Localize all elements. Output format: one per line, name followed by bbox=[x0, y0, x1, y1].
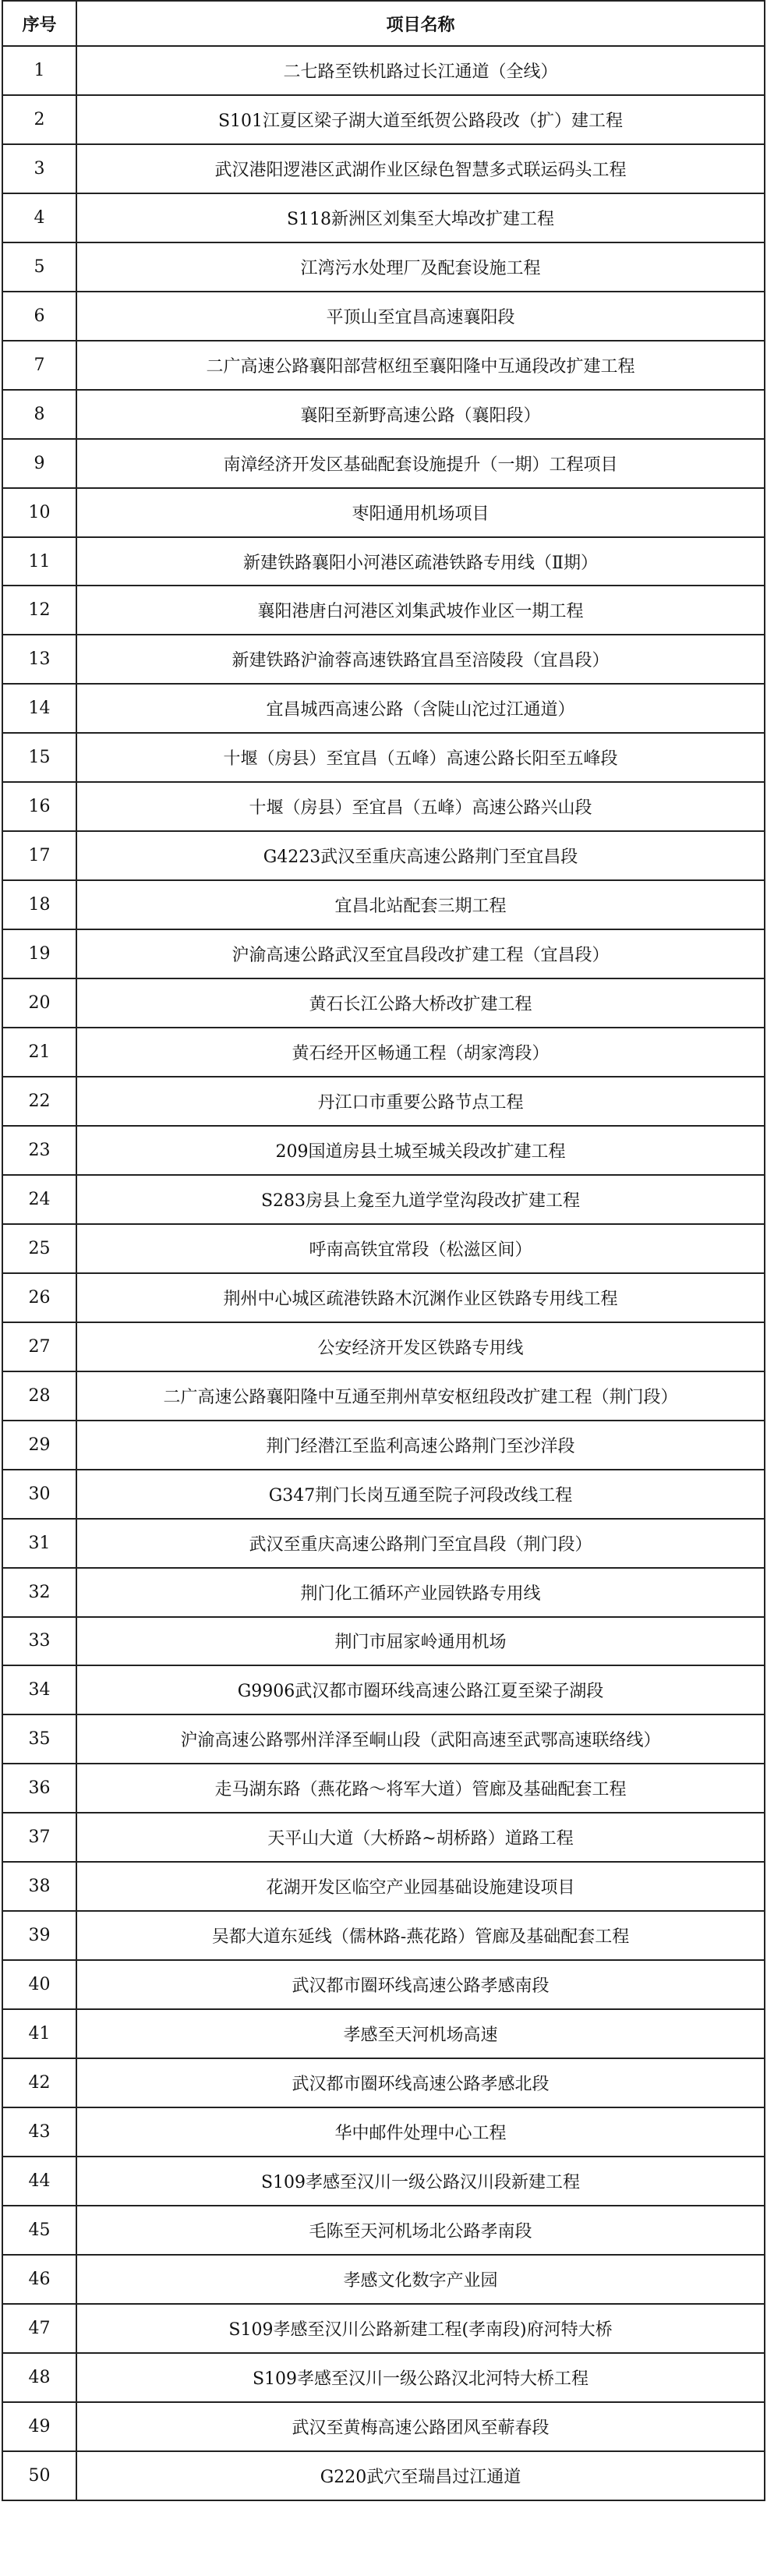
table-row bbox=[2, 2206, 765, 2255]
row-seq: 33 bbox=[2, 1617, 76, 1666]
row-project-name: 孝感至天河机场高速 bbox=[76, 2009, 765, 2058]
table-row bbox=[2, 1126, 765, 1175]
row-project-name: 二广高速公路襄阳隆中互通至荆州草安枢纽段改扩建工程（荆门段） bbox=[76, 1371, 765, 1421]
row-project-name: 荆门化工循环产业园铁路专用线 bbox=[76, 1568, 765, 1617]
table-row bbox=[2, 193, 765, 242]
table-row bbox=[2, 635, 765, 684]
row-project-name: 黄石经开区畅通工程（胡家湾段） bbox=[76, 1028, 765, 1077]
table-row bbox=[2, 341, 765, 390]
table-row bbox=[2, 2451, 765, 2500]
table-row bbox=[2, 978, 765, 1028]
row-project-name: 武汉港阳逻港区武湖作业区绿色智慧多式联运码头工程 bbox=[76, 144, 765, 193]
row-project-name: 花湖开发区临空产业园基础设施建设项目 bbox=[76, 1862, 765, 1911]
table-row bbox=[2, 1714, 765, 1764]
table-row bbox=[2, 1421, 765, 1470]
row-project-name: 新建铁路沪渝蓉高速铁路宜昌至涪陵段（宜昌段） bbox=[76, 635, 765, 684]
row-project-name: 209国道房县土城至城关段改扩建工程 bbox=[76, 1126, 765, 1175]
row-project-name: G220武穴至瑞昌过江通道 bbox=[76, 2451, 765, 2500]
table-row bbox=[2, 1960, 765, 2009]
row-seq: 45 bbox=[2, 2206, 76, 2255]
row-project-name: 武汉都市圈环线高速公路孝感北段 bbox=[76, 2058, 765, 2107]
table-row bbox=[2, 46, 765, 95]
row-project-name: 荆门经潜江至监利高速公路荆门至沙洋段 bbox=[76, 1421, 765, 1470]
row-seq: 40 bbox=[2, 1960, 76, 2009]
table-row bbox=[2, 880, 765, 929]
row-seq: 36 bbox=[2, 1764, 76, 1813]
row-seq: 20 bbox=[2, 978, 76, 1028]
table-row bbox=[2, 1077, 765, 1126]
row-project-name: 宜昌北站配套三期工程 bbox=[76, 880, 765, 929]
row-project-name: 孝感文化数字产业园 bbox=[76, 2255, 765, 2304]
table-row bbox=[2, 2353, 765, 2402]
row-project-name: 襄阳至新野高速公路（襄阳段） bbox=[76, 390, 765, 439]
table-row bbox=[2, 2107, 765, 2157]
table-row bbox=[2, 1224, 765, 1273]
row-project-name: 毛陈至天河机场北公路孝南段 bbox=[76, 2206, 765, 2255]
row-seq: 44 bbox=[2, 2157, 76, 2206]
row-seq: 22 bbox=[2, 1077, 76, 1126]
table-row bbox=[2, 929, 765, 978]
row-project-name: S101江夏区梁子湖大道至纸贺公路段改（扩）建工程 bbox=[76, 95, 765, 144]
row-project-name: 宜昌城西高速公路（含陡山沱过江通道） bbox=[76, 684, 765, 733]
table-row bbox=[2, 95, 765, 144]
row-project-name: S283房县上龛至九道学堂沟段改扩建工程 bbox=[76, 1175, 765, 1224]
table-body bbox=[2, 46, 765, 2500]
table-row bbox=[2, 1911, 765, 1960]
row-project-name: 丹江口市重要公路节点工程 bbox=[76, 1077, 765, 1126]
table-row bbox=[2, 2058, 765, 2107]
row-seq: 37 bbox=[2, 1813, 76, 1862]
row-seq: 15 bbox=[2, 733, 76, 782]
table-row bbox=[2, 782, 765, 831]
table-row bbox=[2, 144, 765, 193]
table-row bbox=[2, 2402, 765, 2451]
table-header-row bbox=[2, 1, 765, 46]
row-project-name: 荆门市屈家岭通用机场 bbox=[76, 1617, 765, 1666]
project-table bbox=[2, 0, 765, 2501]
row-seq: 43 bbox=[2, 2107, 76, 2157]
row-seq: 13 bbox=[2, 635, 76, 684]
row-project-name: S109孝感至汉川一级公路汉北河特大桥工程 bbox=[76, 2353, 765, 2402]
row-project-name: G9906武汉都市圈环线高速公路江夏至梁子湖段 bbox=[76, 1665, 765, 1714]
row-project-name: 吴都大道东延线（儒林路-燕花路）管廊及基础配套工程 bbox=[76, 1911, 765, 1960]
row-seq: 3 bbox=[2, 144, 76, 193]
table-row bbox=[2, 684, 765, 733]
row-project-name: 南漳经济开发区基础配套设施提升（一期）工程项目 bbox=[76, 439, 765, 488]
row-seq: 35 bbox=[2, 1714, 76, 1764]
row-seq: 2 bbox=[2, 95, 76, 144]
table-row bbox=[2, 586, 765, 635]
row-seq: 50 bbox=[2, 2451, 76, 2500]
row-project-name: S109孝感至汉川公路新建工程(孝南段)府河特大桥 bbox=[76, 2304, 765, 2353]
row-seq: 14 bbox=[2, 684, 76, 733]
row-seq: 48 bbox=[2, 2353, 76, 2402]
row-seq: 21 bbox=[2, 1028, 76, 1077]
row-seq: 6 bbox=[2, 292, 76, 341]
table-row bbox=[2, 2304, 765, 2353]
row-project-name: 公安经济开发区铁路专用线 bbox=[76, 1322, 765, 1371]
row-project-name: 呼南高铁宜常段（松滋区间） bbox=[76, 1224, 765, 1273]
row-seq: 18 bbox=[2, 880, 76, 929]
row-seq: 28 bbox=[2, 1371, 76, 1421]
row-project-name: 二七路至铁机路过长江通道（全线） bbox=[76, 46, 765, 95]
table-row bbox=[2, 1568, 765, 1617]
row-project-name: 江湾污水处理厂及配套设施工程 bbox=[76, 242, 765, 292]
row-seq: 7 bbox=[2, 341, 76, 390]
table-row bbox=[2, 1862, 765, 1911]
row-project-name: 武汉至重庆高速公路荆门至宜昌段（荆门段） bbox=[76, 1519, 765, 1568]
table-row bbox=[2, 242, 765, 292]
table-row bbox=[2, 1371, 765, 1421]
table-row bbox=[2, 2157, 765, 2206]
row-project-name: 武汉都市圈环线高速公路孝感南段 bbox=[76, 1960, 765, 2009]
table-row bbox=[2, 1175, 765, 1224]
header-project-name: 项目名称 bbox=[76, 1, 765, 46]
table-row bbox=[2, 1665, 765, 1714]
row-seq: 24 bbox=[2, 1175, 76, 1224]
row-project-name: 天平山大道（大桥路~胡桥路）道路工程 bbox=[76, 1813, 765, 1862]
row-seq: 25 bbox=[2, 1224, 76, 1273]
table-row bbox=[2, 733, 765, 782]
row-seq: 9 bbox=[2, 439, 76, 488]
row-seq: 12 bbox=[2, 586, 76, 635]
row-project-name: 黄石长江公路大桥改扩建工程 bbox=[76, 978, 765, 1028]
table-row bbox=[2, 1764, 765, 1813]
row-project-name: S118新洲区刘集至大埠改扩建工程 bbox=[76, 193, 765, 242]
row-seq: 32 bbox=[2, 1568, 76, 1617]
row-project-name: 十堰（房县）至宜昌（五峰）高速公路兴山段 bbox=[76, 782, 765, 831]
table-row bbox=[2, 1813, 765, 1862]
row-seq: 26 bbox=[2, 1273, 76, 1322]
table-row bbox=[2, 439, 765, 488]
row-seq: 10 bbox=[2, 488, 76, 537]
table-row bbox=[2, 537, 765, 586]
row-seq: 47 bbox=[2, 2304, 76, 2353]
table-row bbox=[2, 488, 765, 537]
row-project-name: 新建铁路襄阳小河港区疏港铁路专用线（Ⅱ期） bbox=[76, 537, 765, 586]
row-seq: 39 bbox=[2, 1911, 76, 1960]
row-seq: 29 bbox=[2, 1421, 76, 1470]
table-row bbox=[2, 2009, 765, 2058]
row-seq: 5 bbox=[2, 242, 76, 292]
row-seq: 27 bbox=[2, 1322, 76, 1371]
row-seq: 30 bbox=[2, 1470, 76, 1519]
row-project-name: 华中邮件处理中心工程 bbox=[76, 2107, 765, 2157]
row-project-name: 平顶山至宜昌高速襄阳段 bbox=[76, 292, 765, 341]
row-seq: 46 bbox=[2, 2255, 76, 2304]
header-seq: 序号 bbox=[2, 1, 76, 46]
row-project-name: 武汉至黄梅高速公路团风至蕲春段 bbox=[76, 2402, 765, 2451]
row-project-name: 沪渝高速公路武汉至宜昌段改扩建工程（宜昌段） bbox=[76, 929, 765, 978]
table-row bbox=[2, 2255, 765, 2304]
row-project-name: S109孝感至汉川一级公路汉川段新建工程 bbox=[76, 2157, 765, 2206]
table-row bbox=[2, 1470, 765, 1519]
row-project-name: 走马湖东路（燕花路～将军大道）管廊及基础配套工程 bbox=[76, 1764, 765, 1813]
row-seq: 19 bbox=[2, 929, 76, 978]
row-seq: 38 bbox=[2, 1862, 76, 1911]
table-row bbox=[2, 1322, 765, 1371]
row-seq: 1 bbox=[2, 46, 76, 95]
row-seq: 11 bbox=[2, 537, 76, 586]
row-seq: 41 bbox=[2, 2009, 76, 2058]
row-seq: 42 bbox=[2, 2058, 76, 2107]
table-row bbox=[2, 292, 765, 341]
table-row bbox=[2, 390, 765, 439]
table-row bbox=[2, 1028, 765, 1077]
table-row bbox=[2, 1617, 765, 1666]
row-project-name: 襄阳港唐白河港区刘集武坡作业区一期工程 bbox=[76, 586, 765, 635]
row-project-name: 二广高速公路襄阳部营枢纽至襄阳隆中互通段改扩建工程 bbox=[76, 341, 765, 390]
table-row bbox=[2, 1519, 765, 1568]
row-project-name: 十堰（房县）至宜昌（五峰）高速公路长阳至五峰段 bbox=[76, 733, 765, 782]
row-seq: 16 bbox=[2, 782, 76, 831]
table-row bbox=[2, 1273, 765, 1322]
row-project-name: 枣阳通用机场项目 bbox=[76, 488, 765, 537]
row-project-name: 沪渝高速公路鄂州洋泽至峒山段（武阳高速至武鄂高速联络线） bbox=[76, 1714, 765, 1764]
row-project-name: G347荆门长岗互通至院子河段改线工程 bbox=[76, 1470, 765, 1519]
row-seq: 49 bbox=[2, 2402, 76, 2451]
row-seq: 34 bbox=[2, 1665, 76, 1714]
row-project-name: 荆州中心城区疏港铁路木沉渊作业区铁路专用线工程 bbox=[76, 1273, 765, 1322]
row-seq: 4 bbox=[2, 193, 76, 242]
row-seq: 8 bbox=[2, 390, 76, 439]
table-row bbox=[2, 831, 765, 880]
row-seq: 23 bbox=[2, 1126, 76, 1175]
row-seq: 17 bbox=[2, 831, 76, 880]
row-project-name: G4223武汉至重庆高速公路荆门至宜昌段 bbox=[76, 831, 765, 880]
row-seq: 31 bbox=[2, 1519, 76, 1568]
